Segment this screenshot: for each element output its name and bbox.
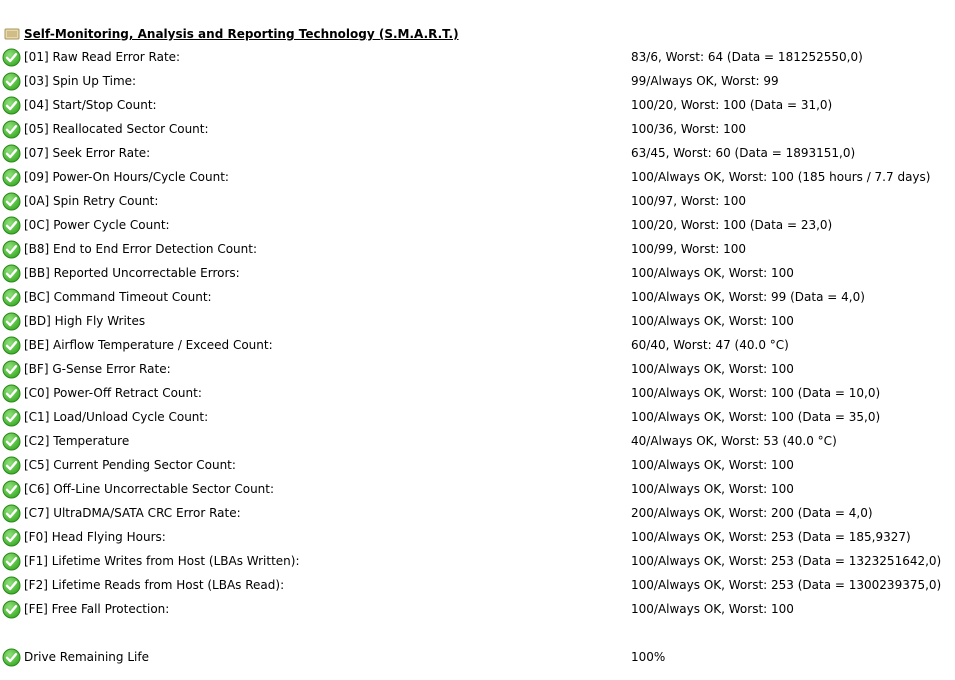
attribute-name: [09] Power-On Hours/Cycle Count: <box>24 170 229 184</box>
smart-attribute-row <box>0 213 955 237</box>
attribute-name: [BF] G-Sense Error Rate: <box>24 362 171 376</box>
drive-remaining-life-row <box>0 645 955 669</box>
attribute-value: 100/Always OK, Worst: 99 (Data = 4,0) <box>631 290 865 304</box>
section-title[interactable]: Self-Monitoring, Analysis and Reporting Technology (S.M.A.R.T.) <box>24 27 459 41</box>
attribute-value: 100/20, Worst: 100 (Data = 31,0) <box>631 98 833 112</box>
smart-attribute-row <box>0 237 955 261</box>
smart-attribute-list <box>0 45 955 621</box>
smart-attribute-row <box>0 597 955 621</box>
attribute-value: 100/Always OK, Worst: 253 (Data = 1300239375,0) <box>631 578 942 592</box>
ok-check-icon <box>2 552 21 571</box>
attribute-value: 100/Always OK, Worst: 100 <box>631 458 794 472</box>
attribute-value: 100/Always OK, Worst: 100 <box>631 602 794 616</box>
attribute-value: 200/Always OK, Worst: 200 (Data = 4,0) <box>631 506 873 520</box>
attribute-name: [BC] Command Timeout Count: <box>24 290 212 304</box>
ok-check-icon <box>2 648 21 667</box>
ok-check-icon <box>2 600 21 619</box>
smart-attribute-row <box>0 549 955 573</box>
ok-check-icon <box>2 504 21 523</box>
attribute-name: [BD] High Fly Writes <box>24 314 146 328</box>
attribute-name: [F0] Head Flying Hours: <box>24 530 166 544</box>
attribute-name: [C5] Current Pending Sector Count: <box>24 458 236 472</box>
attribute-name: [F1] Lifetime Writes from Host (LBAs Written): <box>24 554 300 568</box>
ok-check-icon <box>2 456 21 475</box>
attribute-name: [05] Reallocated Sector Count: <box>24 122 209 136</box>
ok-check-icon <box>2 72 21 91</box>
smart-attribute-row <box>0 381 955 405</box>
drive-icon <box>2 26 22 42</box>
ok-check-icon <box>2 576 21 595</box>
ok-check-icon <box>2 96 21 115</box>
ok-check-icon <box>2 408 21 427</box>
smart-attribute-row <box>0 405 955 429</box>
ok-check-icon <box>2 528 21 547</box>
attribute-value: 100/Always OK, Worst: 100 <box>631 362 794 376</box>
attribute-name: [BB] Reported Uncorrectable Errors: <box>24 266 240 280</box>
ok-check-icon <box>2 432 21 451</box>
smart-attribute-row <box>0 573 955 597</box>
smart-attribute-row <box>0 93 955 117</box>
smart-attribute-row <box>0 141 955 165</box>
attribute-name: [C1] Load/Unload Cycle Count: <box>24 410 209 424</box>
ok-check-icon <box>2 48 21 67</box>
attribute-value: 100/Always OK, Worst: 100 <box>631 266 794 280</box>
ok-check-icon <box>2 288 21 307</box>
smart-attribute-row <box>0 117 955 141</box>
ok-check-icon <box>2 336 21 355</box>
attribute-name: [0A] Spin Retry Count: <box>24 194 159 208</box>
smart-attribute-row <box>0 333 955 357</box>
smart-attribute-row <box>0 165 955 189</box>
attribute-value: 100/Always OK, Worst: 100 <box>631 314 794 328</box>
ok-check-icon <box>2 312 21 331</box>
attribute-value: 99/Always OK, Worst: 99 <box>631 74 779 88</box>
ok-check-icon <box>2 240 21 259</box>
attribute-name: [04] Start/Stop Count: <box>24 98 157 112</box>
attribute-name: [C6] Off-Line Uncorrectable Sector Count: <box>24 482 275 496</box>
attribute-value: 100/Always OK, Worst: 253 (Data = 1323251642,0) <box>631 554 942 568</box>
smart-attribute-row <box>0 525 955 549</box>
attribute-value: 83/6, Worst: 64 (Data = 181252550,0) <box>631 50 863 64</box>
attribute-value: 60/40, Worst: 47 (40.0 °C) <box>631 338 789 352</box>
attribute-value: 40/Always OK, Worst: 53 (40.0 °C) <box>631 434 837 448</box>
attribute-name: [BE] Airflow Temperature / Exceed Count: <box>24 338 273 352</box>
attribute-name: [B8] End to End Error Detection Count: <box>24 242 257 256</box>
attribute-value: 100/Always OK, Worst: 100 (185 hours / 7.7 days) <box>631 170 931 184</box>
smart-attribute-row <box>0 309 955 333</box>
smart-attribute-row <box>0 189 955 213</box>
attribute-value: 100/Always OK, Worst: 100 <box>631 482 794 496</box>
ok-check-icon <box>2 480 21 499</box>
attribute-name: [01] Raw Read Error Rate: <box>24 50 181 64</box>
attribute-value: 100% <box>631 650 666 664</box>
ok-check-icon <box>2 120 21 139</box>
smart-attribute-row <box>0 357 955 381</box>
attribute-value: 63/45, Worst: 60 (Data = 1893151,0) <box>631 146 856 160</box>
ok-check-icon <box>2 360 21 379</box>
attribute-name: [C0] Power-Off Retract Count: <box>24 386 202 400</box>
smart-attribute-row <box>0 429 955 453</box>
ok-check-icon <box>2 144 21 163</box>
ok-check-icon <box>2 168 21 187</box>
attribute-name: [03] Spin Up Time: <box>24 74 137 88</box>
smart-attribute-row <box>0 285 955 309</box>
attribute-name: [07] Seek Error Rate: <box>24 146 151 160</box>
attribute-value: 100/20, Worst: 100 (Data = 23,0) <box>631 218 833 232</box>
smart-attribute-row <box>0 453 955 477</box>
ok-check-icon <box>2 384 21 403</box>
attribute-value: 100/97, Worst: 100 <box>631 194 747 208</box>
attribute-value: 100/Always OK, Worst: 253 (Data = 185,9327) <box>631 530 911 544</box>
attribute-value: 100/Always OK, Worst: 100 (Data = 35,0) <box>631 410 881 424</box>
ok-check-icon <box>2 192 21 211</box>
attribute-name: [0C] Power Cycle Count: <box>24 218 170 232</box>
attribute-name: [F2] Lifetime Reads from Host (LBAs Read): <box>24 578 285 592</box>
smart-attribute-row <box>0 477 955 501</box>
ok-check-icon <box>2 264 21 283</box>
attribute-name: [FE] Free Fall Protection: <box>24 602 170 616</box>
attribute-value: 100/Always OK, Worst: 100 (Data = 10,0) <box>631 386 881 400</box>
attribute-name: [C2] Temperature <box>24 434 130 448</box>
ok-check-icon <box>2 216 21 235</box>
attribute-name: Drive Remaining Life <box>24 650 149 664</box>
smart-attribute-row <box>0 69 955 93</box>
attribute-value: 100/99, Worst: 100 <box>631 242 747 256</box>
smart-attribute-row <box>0 45 955 69</box>
smart-section-header <box>2 24 459 44</box>
attribute-name: [C7] UltraDMA/SATA CRC Error Rate: <box>24 506 241 520</box>
smart-attribute-row <box>0 501 955 525</box>
attribute-value: 100/36, Worst: 100 <box>631 122 747 136</box>
smart-attribute-row <box>0 261 955 285</box>
